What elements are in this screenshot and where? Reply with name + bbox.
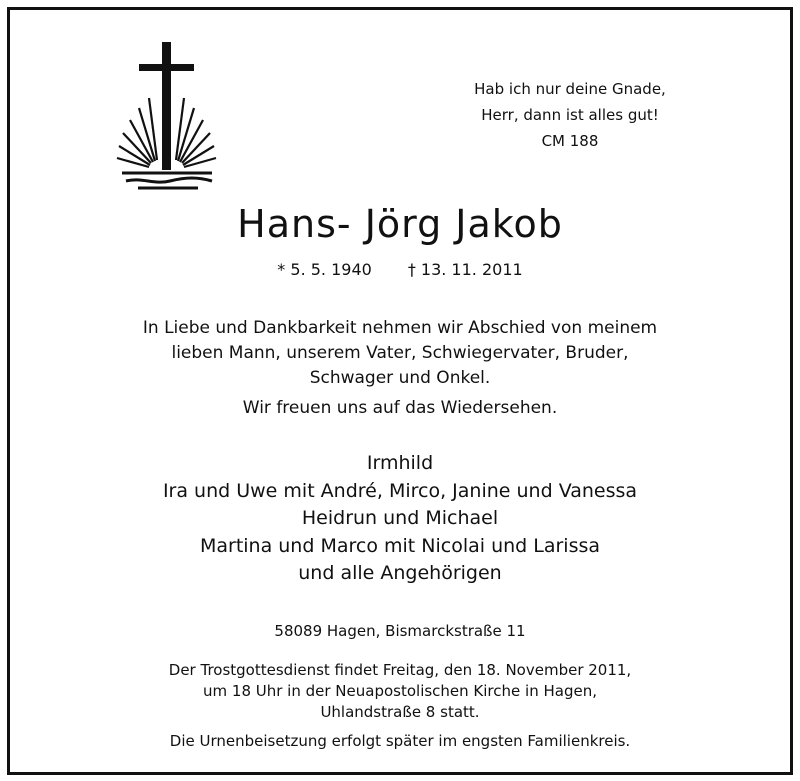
farewell-text bbox=[0, 316, 800, 391]
mourner-line: Martina und Marco mit Nicolai und Larissa bbox=[199, 534, 601, 557]
farewell-line: In Liebe und Dankbarkeit nehmen wir Abschied von meinem bbox=[142, 318, 658, 338]
mourners-list bbox=[0, 450, 800, 588]
service-line: Der Trostgottesdienst findet Freitag, den 18. November 2011, bbox=[168, 661, 632, 679]
verse-line: Herr, dann ist alles gut! bbox=[481, 106, 659, 124]
death-date: † 13. 11. 2011 bbox=[407, 260, 523, 279]
family-address: 58089 Hagen, Bismarckstraße 11 bbox=[274, 622, 526, 640]
service-line: Uhlandstraße 8 statt. bbox=[320, 703, 480, 721]
farewell-line: lieben Mann, unserem Vater, Schwiegervater, Bruder, bbox=[171, 343, 629, 363]
reunion-line: Wir freuen uns auf das Wiedersehen. bbox=[242, 398, 558, 418]
burial-note: Die Urnenbeisetzung erfolgt später im engsten Familienkreis. bbox=[169, 732, 631, 750]
cross-sunrise-icon bbox=[112, 40, 222, 190]
deceased-name: Hans- Jörg Jakob bbox=[237, 202, 563, 246]
birth-date: * 5. 5. 1940 bbox=[277, 260, 372, 279]
service-info bbox=[0, 660, 800, 723]
mourner-line: Ira und Uwe mit André, Mirco, Janine und Vanessa bbox=[162, 479, 638, 502]
service-line: um 18 Uhr in der Neuapostolischen Kirche in Hagen, bbox=[203, 682, 597, 700]
verse-reference: CM 188 bbox=[541, 132, 599, 150]
farewell-line: Schwager und Onkel. bbox=[309, 368, 491, 388]
scripture-verse bbox=[400, 76, 740, 154]
verse-line: Hab ich nur deine Gnade, bbox=[474, 80, 666, 98]
mourner-line: Heidrun und Michael bbox=[301, 507, 499, 529]
mourner-line: Irmhild bbox=[366, 452, 434, 474]
life-dates bbox=[0, 258, 800, 282]
mourner-line: und alle Angehörigen bbox=[298, 562, 502, 584]
